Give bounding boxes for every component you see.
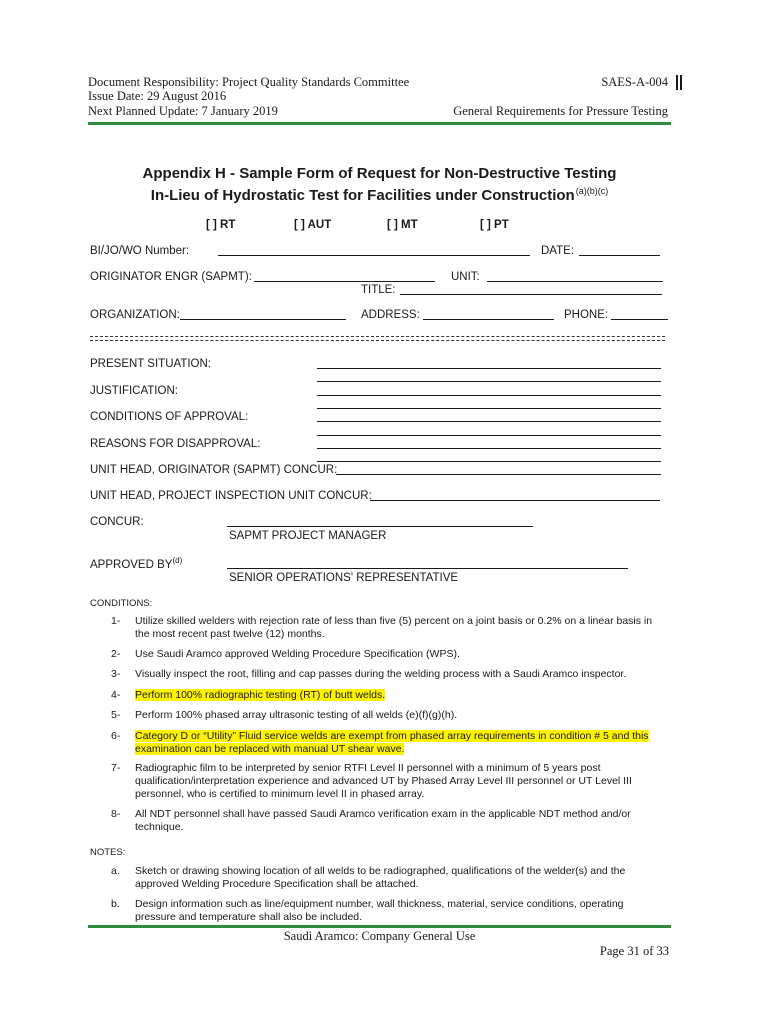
condition-number: 2-: [111, 648, 121, 660]
condition-text: Utilize skilled welders with rejection rate of less than five (5) percent on a joint basis or 0.2% on a linear basis in the most recent past twelve (12) months.: [135, 615, 653, 640]
bi-number-label: BI/JO/WO Number:: [90, 245, 190, 257]
appendix-title: Appendix H - Sample Form of Request for Non-Destructive Testing: [142, 165, 617, 182]
unit-line: [487, 281, 663, 282]
address-line: [423, 319, 554, 320]
note-letter: b.: [111, 898, 120, 910]
approved-footnote-ref: (d): [172, 556, 183, 565]
date-label: DATE:: [541, 245, 575, 257]
address-label: ADDRESS:: [361, 309, 420, 321]
condition-text: [135, 730, 665, 756]
condition-number: 4-: [111, 689, 121, 701]
issue-date: Issue Date: 29 August 2016: [88, 89, 227, 103]
highlighted-text: Perform 100% radiographic testing (RT) of butt welds.: [135, 689, 386, 701]
answer-line: [317, 421, 661, 422]
bi-number-line: [218, 255, 530, 256]
change-bar: [680, 75, 682, 90]
present-situation-label: PRESENT SITUATION:: [90, 358, 211, 370]
condition-number: 3-: [111, 668, 121, 680]
unit-label: UNIT:: [451, 271, 480, 283]
answer-line: [317, 408, 661, 409]
answer-line: [317, 448, 661, 449]
conditions-heading: CONDITIONS:: [90, 598, 153, 609]
unit-head-originator-line: [336, 474, 661, 475]
concur-label: CONCUR:: [90, 516, 144, 528]
condition-number: 1-: [111, 615, 121, 627]
note-text: Design information such as line/equipment number, wall thickness, material, service conditions, operating pressure and temperature shall also be included.: [135, 898, 624, 923]
condition-text: Perform 100% phased array ultrasonic testing of all welds (e)(f)(g)(h).: [135, 709, 458, 721]
date-line: [579, 255, 660, 256]
sapmt-pm-caption: SAPMT PROJECT MANAGER: [229, 530, 387, 542]
doc-number: SAES-A-004: [601, 75, 668, 89]
answer-line: [317, 368, 661, 369]
doc-title: General Requirements for Pressure Testing: [453, 104, 668, 118]
justification-label: JUSTIFICATION:: [90, 385, 178, 397]
reasons-for-disapproval-label: REASONS FOR DISAPPROVAL:: [90, 438, 261, 450]
answer-line: [317, 435, 661, 436]
footer-classification: Saudi Aramco: Company General Use: [283, 929, 476, 943]
note-letter: a.: [111, 865, 120, 877]
answer-line: [317, 395, 661, 396]
method-rt: [ ] RT: [206, 219, 236, 231]
originator-label: ORIGINATOR ENGR (SAPMT):: [90, 271, 252, 283]
unit-head-inspection-line: [370, 500, 660, 501]
title-line: [400, 294, 662, 295]
answer-line: [317, 461, 661, 462]
highlighted-text: Category D or “Utility” Fluid service welds are exempt from phased array requirements in condition # 5 and this examination can be replaced with manual UT shear wave.: [135, 730, 649, 755]
appendix-subtitle: In-Lieu of Hydrostatic Test for Facilities under Construction$^{(a)(b)(c)}$: [150, 186, 609, 204]
condition-text: [135, 689, 665, 702]
senior-ops-caption: SENIOR OPERATIONS' REPRESENTATIVE: [229, 572, 459, 584]
method-aut: [ ] AUT: [294, 219, 332, 231]
method-mt: [ ] MT: [387, 219, 418, 231]
approved-signature-line: [227, 568, 628, 569]
page-number: Page 31 of 33: [599, 944, 669, 958]
condition-number: 6-: [111, 730, 121, 742]
phone-line: [611, 319, 668, 320]
phone-label: PHONE:: [564, 309, 609, 321]
unit-head-originator-label: UNIT HEAD, ORIGINATOR (SAPMT) CONCUR:: [90, 464, 338, 476]
unit-head-inspection-label: UNIT HEAD, PROJECT INSPECTION UNIT CONCUR:: [90, 490, 372, 502]
change-bar: [676, 75, 678, 90]
section-separator: [90, 336, 665, 341]
concur-signature-line: [227, 526, 533, 527]
title-footnote-refs: (a)(b)(c): [575, 186, 609, 196]
title-label: TITLE:: [361, 284, 396, 296]
doc-responsibility: Document Responsibility: Project Quality Standards Committee: [88, 75, 410, 89]
notes-heading: NOTES:: [90, 847, 126, 858]
next-update: Next Planned Update: 7 January 2019: [88, 104, 278, 118]
condition-text: Use Saudi Aramco approved Welding Procedure Specification (WPS).: [135, 648, 460, 660]
note-text: Sketch or drawing showing location of all welds to be radiographed, qualifications of the welder(s) and the approved Welding Procedure Specification shall be attached.: [135, 865, 626, 890]
method-pt: [ ] PT: [480, 219, 509, 231]
approved-by-label: APPROVED BY$^{(d)}$: [90, 556, 183, 571]
condition-text: All NDT personnel shall have passed Saudi Aramco verification exam in the applicable NDT method and/or technique.: [135, 808, 631, 833]
condition-text: Visually inspect the root, filling and cap passes during the welding process with a Saudi Aramco inspector.: [135, 668, 627, 680]
condition-number: 5-: [111, 709, 121, 721]
organization-line: [180, 319, 346, 320]
footer-rule: [88, 925, 671, 928]
organization-label: ORGANIZATION:: [90, 309, 180, 321]
answer-line: [317, 381, 661, 382]
conditions-of-approval-label: CONDITIONS OF APPROVAL:: [90, 411, 249, 423]
condition-text: Radiographic film to be interpreted by senior RTFI Level II personnel with a minimum of 5 years post qualification/interpretation experience and advanced UT by Phased Array Level III personnel or UT Level III personnel, who is certified to minimum level II in phased array.: [135, 762, 632, 800]
originator-line: [254, 281, 435, 282]
header-rule: [88, 122, 671, 125]
condition-number: 8-: [111, 808, 121, 820]
condition-number: 7-: [111, 762, 121, 774]
